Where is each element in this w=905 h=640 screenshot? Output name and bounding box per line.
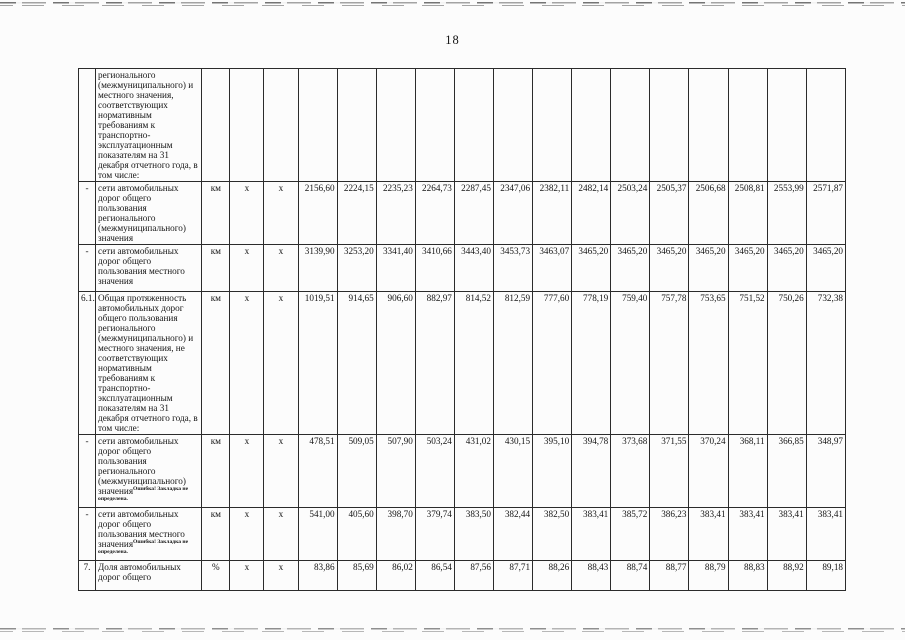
row-number-cell: - (79, 435, 96, 508)
value-cell: 88,79 (689, 561, 728, 591)
value-cell: 88,74 (611, 561, 650, 591)
value-cell: 383,41 (728, 508, 767, 561)
value-cell (611, 69, 650, 182)
unit-cell: км (202, 292, 230, 435)
indicator-name: регионального (межмуниципального) и местного значения, соответствующих нормативным требованиям к транспортно-эксплуатационным показателям на 31 декабря отчетного года, в том числе: (98, 70, 198, 180)
value-cell: 814,52 (454, 292, 493, 435)
value-cell (376, 69, 415, 182)
value-cell (689, 69, 728, 182)
value-cell: 3463,07 (533, 245, 572, 292)
value-cell (767, 69, 806, 182)
x-placeholder-cell: х (230, 508, 264, 561)
value-cell: 2508,81 (728, 182, 767, 245)
x-placeholder-cell: х (264, 435, 298, 508)
indicator-name: сети автомобильных дорог общего пользования регионального (межмуниципального) значения (98, 436, 186, 496)
table-row (79, 245, 846, 292)
value-cell: 3465,20 (728, 245, 767, 292)
value-cell: 88,92 (767, 561, 806, 591)
value-cell (298, 69, 337, 182)
unit-cell: % (202, 561, 230, 591)
row-number-cell: - (79, 245, 96, 292)
value-cell (533, 69, 572, 182)
value-cell: 386,23 (650, 508, 689, 561)
value-cell: 2482,14 (572, 182, 611, 245)
value-cell: 431,02 (454, 435, 493, 508)
value-cell: 2382,11 (533, 182, 572, 245)
value-cell: 2235,23 (376, 182, 415, 245)
value-cell: 405,60 (337, 508, 376, 561)
value-cell: 3443,40 (454, 245, 493, 292)
indicator-name: сети автомобильных дорог общего пользования местного значения (98, 246, 185, 286)
value-cell: 509,05 (337, 435, 376, 508)
indicator-name: сети автомобильных дорог общего пользования местного значения (98, 509, 185, 549)
value-cell: 906,60 (376, 292, 415, 435)
page-number: 18 (445, 33, 460, 47)
value-cell (493, 69, 532, 182)
indicators-table-body (79, 69, 846, 591)
value-cell: 753,65 (689, 292, 728, 435)
indicator-name-cell (96, 435, 202, 508)
value-cell: 503,24 (415, 435, 454, 508)
value-cell: 3410,66 (415, 245, 454, 292)
indicator-name-cell (96, 292, 202, 435)
value-cell: 383,50 (454, 508, 493, 561)
value-cell: 750,26 (767, 292, 806, 435)
table-row (79, 435, 846, 508)
row-number-cell (79, 69, 96, 182)
indicator-name-cell (96, 245, 202, 292)
x-placeholder-cell: х (230, 182, 264, 245)
value-cell (650, 69, 689, 182)
value-cell: 88,43 (572, 561, 611, 591)
x-placeholder-cell: х (264, 508, 298, 561)
value-cell: 373,68 (611, 435, 650, 508)
value-cell: 88,77 (650, 561, 689, 591)
unit-cell: км (202, 435, 230, 508)
scan-artifact-bottom (0, 628, 905, 632)
x-placeholder-cell: х (230, 435, 264, 508)
x-placeholder-cell: х (264, 245, 298, 292)
value-cell: 370,24 (689, 435, 728, 508)
row-number-cell: 6.1. (79, 292, 96, 435)
value-cell: 778,19 (572, 292, 611, 435)
value-cell: 88,26 (533, 561, 572, 591)
value-cell: 3453,73 (493, 245, 532, 292)
value-cell: 2506,68 (689, 182, 728, 245)
value-cell: 3341,40 (376, 245, 415, 292)
value-cell: 3465,20 (806, 245, 845, 292)
table-row (79, 292, 846, 435)
value-cell: 83,86 (298, 561, 337, 591)
row-number-cell: 7. (79, 561, 96, 591)
value-cell: 383,41 (572, 508, 611, 561)
table-row (79, 182, 846, 245)
unit-cell (202, 69, 230, 182)
value-cell: 2571,87 (806, 182, 845, 245)
value-cell: 87,56 (454, 561, 493, 591)
value-cell: 2347,06 (493, 182, 532, 245)
unit-cell: км (202, 508, 230, 561)
value-cell: 478,51 (298, 435, 337, 508)
table-row (79, 69, 846, 182)
indicator-name-cell (96, 69, 202, 182)
value-cell: 383,41 (689, 508, 728, 561)
x-placeholder-cell: х (264, 182, 298, 245)
scan-artifact-top (0, 2, 905, 6)
value-cell: 777,60 (533, 292, 572, 435)
value-cell: 3139,90 (298, 245, 337, 292)
indicators-table (78, 68, 846, 591)
value-cell: 382,50 (533, 508, 572, 561)
value-cell (454, 69, 493, 182)
value-cell: 507,90 (376, 435, 415, 508)
value-cell (337, 69, 376, 182)
value-cell: 2503,24 (611, 182, 650, 245)
unit-cell: км (202, 182, 230, 245)
value-cell: 2156,60 (298, 182, 337, 245)
value-cell: 3465,20 (572, 245, 611, 292)
value-cell: 759,40 (611, 292, 650, 435)
value-cell: 1019,51 (298, 292, 337, 435)
value-cell: 368,11 (728, 435, 767, 508)
value-cell: 757,78 (650, 292, 689, 435)
value-cell: 383,41 (806, 508, 845, 561)
value-cell: 812,59 (493, 292, 532, 435)
value-cell: 85,69 (337, 561, 376, 591)
value-cell: 3253,20 (337, 245, 376, 292)
value-cell: 732,38 (806, 292, 845, 435)
indicator-name: Доля автомобильных дорог общего (98, 562, 181, 582)
value-cell: 366,85 (767, 435, 806, 508)
indicator-name-cell (96, 561, 202, 591)
value-cell: 2287,45 (454, 182, 493, 245)
value-cell: 2553,99 (767, 182, 806, 245)
value-cell: 398,70 (376, 508, 415, 561)
error-bookmark-note: Ошибка! Закладка не определена. (98, 538, 189, 555)
x-placeholder-cell: х (230, 561, 264, 591)
x-placeholder-cell: х (264, 292, 298, 435)
value-cell: 379,74 (415, 508, 454, 561)
row-number-cell: - (79, 508, 96, 561)
value-cell: 86,02 (376, 561, 415, 591)
value-cell: 3465,20 (611, 245, 650, 292)
value-cell: 3465,20 (767, 245, 806, 292)
error-bookmark-note: Ошибка! Закладка не определена. (98, 485, 189, 502)
indicator-name-cell (96, 182, 202, 245)
value-cell (806, 69, 845, 182)
value-cell (415, 69, 454, 182)
unit-cell: км (202, 245, 230, 292)
x-placeholder-cell (230, 69, 264, 182)
indicator-name: Общая протяженность автомобильных дорог общего пользования регионального (межмуниципального) и местного значения, не соответствующих нормативным требованиям к транспортно-эксплуатационным показателям на 31 декабря отчетного года, в том числе: (98, 293, 198, 433)
value-cell: 914,65 (337, 292, 376, 435)
value-cell: 383,41 (767, 508, 806, 561)
value-cell: 394,78 (572, 435, 611, 508)
value-cell: 87,71 (493, 561, 532, 591)
row-number-cell: - (79, 182, 96, 245)
value-cell: 89,18 (806, 561, 845, 591)
value-cell: 3465,20 (689, 245, 728, 292)
x-placeholder-cell: х (264, 561, 298, 591)
value-cell: 88,83 (728, 561, 767, 591)
value-cell: 382,44 (493, 508, 532, 561)
value-cell: 751,52 (728, 292, 767, 435)
x-placeholder-cell (264, 69, 298, 182)
value-cell (728, 69, 767, 182)
value-cell: 430,15 (493, 435, 532, 508)
table-row (79, 561, 846, 591)
x-placeholder-cell: х (230, 292, 264, 435)
value-cell: 395,10 (533, 435, 572, 508)
value-cell (572, 69, 611, 182)
value-cell: 371,55 (650, 435, 689, 508)
x-placeholder-cell: х (230, 245, 264, 292)
indicator-name-cell (96, 508, 202, 561)
value-cell: 2224,15 (337, 182, 376, 245)
value-cell: 541,00 (298, 508, 337, 561)
indicator-name: сети автомобильных дорог общего пользования регионального (межмуниципального) значения (98, 183, 186, 243)
value-cell: 2264,73 (415, 182, 454, 245)
value-cell: 3465,20 (650, 245, 689, 292)
table-row (79, 508, 846, 561)
value-cell: 86,54 (415, 561, 454, 591)
value-cell: 385,72 (611, 508, 650, 561)
value-cell: 2505,37 (650, 182, 689, 245)
value-cell: 882,97 (415, 292, 454, 435)
value-cell: 348,97 (806, 435, 845, 508)
